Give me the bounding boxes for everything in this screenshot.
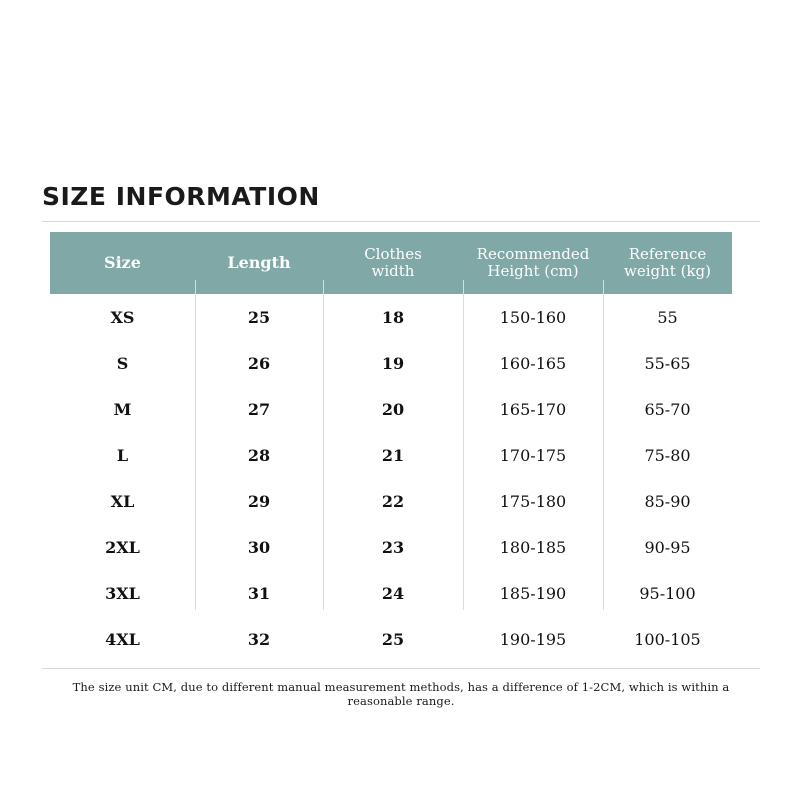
cell-reference-weight: 75-80 [644, 445, 691, 465]
reference-weight-line-1: Reference [628, 244, 707, 263]
cell-recommended-height: 150-160 [499, 307, 567, 327]
recommended-height-line-1: Recommended [476, 244, 590, 263]
cell-recommended-height: 180-185 [499, 537, 567, 557]
cell-length: 30 [247, 537, 271, 557]
table-row [50, 386, 732, 432]
size-table-body [50, 294, 732, 662]
cell-reference-weight: 90-95 [644, 537, 691, 557]
cell-reference-weight: 55 [657, 307, 678, 327]
cell-clothes-width: 19 [381, 353, 405, 373]
cell-clothes-width: 21 [381, 445, 405, 465]
table-row [50, 478, 732, 524]
cell-clothes-width: 25 [381, 629, 405, 649]
size-table-head [50, 232, 732, 294]
table-header-row [50, 232, 732, 294]
cell-length: 26 [247, 353, 271, 373]
cell-length: 29 [247, 491, 271, 511]
reference-weight-line-2: weight (kg) [624, 262, 711, 280]
cell-length: 31 [247, 583, 271, 603]
column-divider-1 [195, 280, 196, 610]
cell-clothes-width: 24 [381, 583, 405, 603]
cell-clothes-width: 18 [381, 307, 405, 327]
cell-recommended-height: 190-195 [499, 629, 567, 649]
column-divider-2 [323, 280, 324, 610]
cell-length: 32 [247, 629, 271, 649]
cell-reference-weight: 85-90 [644, 491, 691, 511]
measurement-note: The size unit CM, due to different manual measurement methods, has a difference of 1-2CM, which is within a reasonable range. [72, 680, 730, 708]
table-row [50, 294, 732, 340]
table-row [50, 432, 732, 478]
cell-recommended-height: 185-190 [499, 583, 567, 603]
cell-size: 3XL [105, 583, 140, 603]
cell-reference-weight: 65-70 [644, 399, 691, 419]
column-divider-3 [463, 280, 464, 610]
cell-size: S [116, 353, 129, 373]
cell-clothes-width: 20 [381, 399, 405, 419]
column-header-reference-weight [603, 232, 732, 294]
cell-recommended-height: 160-165 [499, 353, 567, 373]
cell-size: 4XL [105, 629, 140, 649]
column-header-recommended-height [463, 232, 603, 294]
column-header-size: Size [50, 232, 195, 294]
clothes-width-line-2: width [371, 262, 415, 280]
column-divider-4 [603, 280, 604, 610]
title-divider [42, 221, 760, 222]
table-row [50, 570, 732, 616]
cell-recommended-height: 170-175 [499, 445, 567, 465]
column-header-clothes-width [323, 232, 463, 294]
cell-size: L [116, 445, 129, 465]
page-title: SIZE INFORMATION [42, 182, 320, 211]
cell-length: 27 [247, 399, 271, 419]
clothes-width-line-1: Clothes [364, 244, 422, 263]
cell-reference-weight: 95-100 [639, 583, 696, 603]
cell-size: 2XL [105, 537, 140, 557]
cell-length: 25 [247, 307, 271, 327]
table-row [50, 616, 732, 662]
cell-clothes-width: 22 [381, 491, 405, 511]
size-table [50, 232, 732, 662]
cell-recommended-height: 165-170 [499, 399, 567, 419]
cell-size: XL [110, 491, 135, 511]
table-row [50, 340, 732, 386]
table-row [50, 524, 732, 570]
cell-recommended-height: 175-180 [499, 491, 567, 511]
cell-size: XS [110, 307, 135, 327]
size-information-card [42, 182, 760, 708]
size-table-wrapper [42, 232, 760, 662]
cell-size: M [113, 399, 132, 419]
cell-length: 28 [247, 445, 271, 465]
cell-reference-weight: 100-105 [634, 629, 701, 649]
column-header-length: Length [195, 232, 323, 294]
recommended-height-line-2: Height (cm) [487, 262, 579, 280]
cell-reference-weight: 55-65 [644, 353, 691, 373]
cell-clothes-width: 23 [381, 537, 405, 557]
